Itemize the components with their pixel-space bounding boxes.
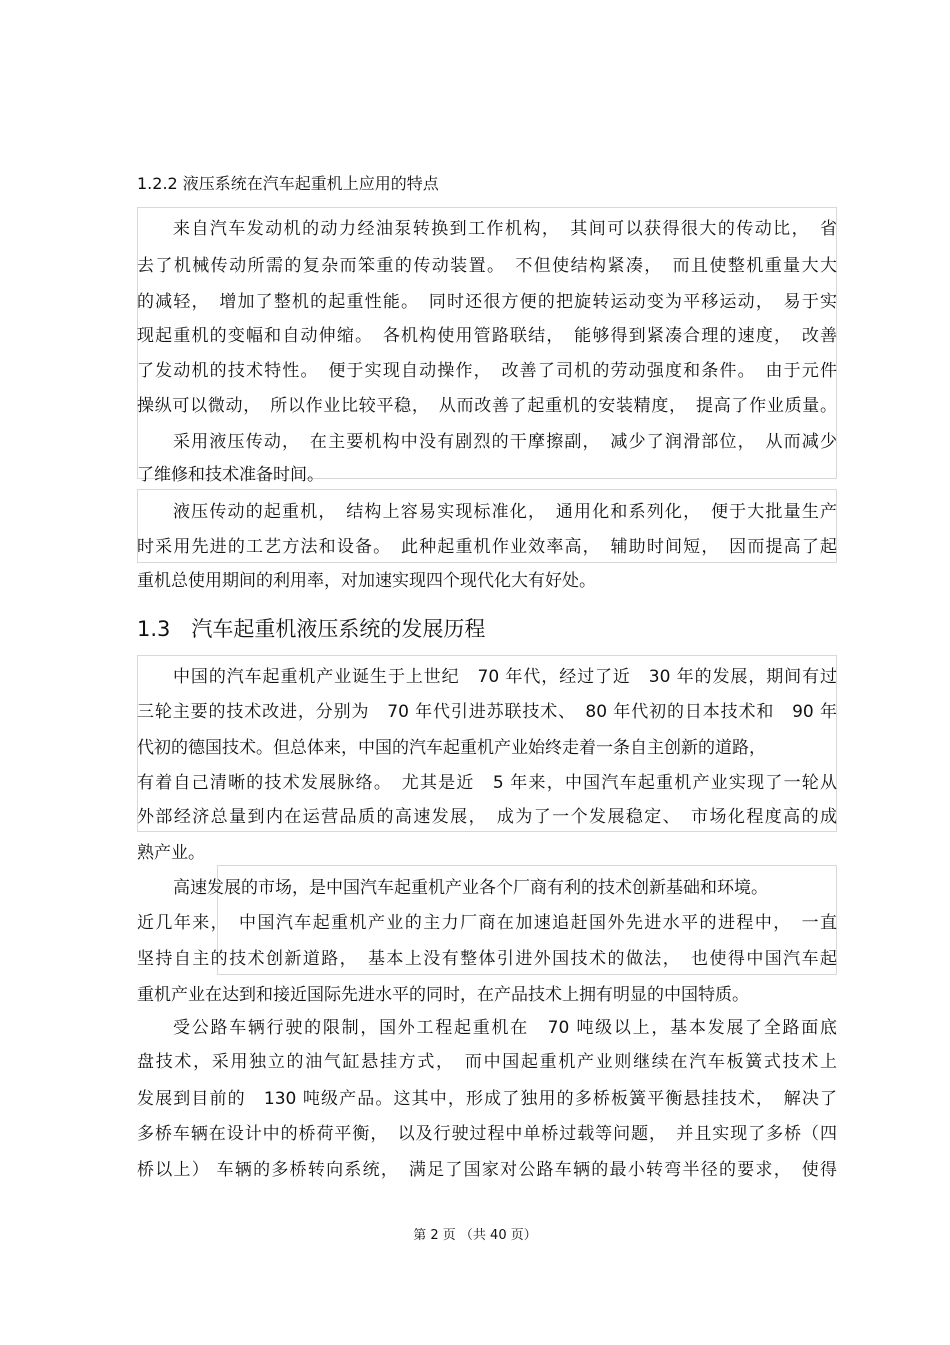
text-line: 多桥车辆在设计中的桥荷平衡， 以及行驶过程中单桥过载等问题， 并且实现了多桥（四 — [137, 1124, 837, 1144]
text-line: 液压传动的起重机， 结构上容易实现标准化， 通用化和系列化， 便于大批量生产 — [173, 502, 837, 522]
page-footer: 第 2 页 （共 40 页） — [413, 1228, 537, 1243]
text-line: 坚持自主的技术创新道路， 基本上没有整体引进外国技术的做法， 也使得中国汽车起 — [137, 949, 837, 969]
section-heading-1-2-2: 1.2.2 液压系统在汽车起重机上应用的特点 — [137, 174, 439, 193]
text-line: 了维修和技术准备时间。 — [137, 465, 324, 485]
text-line: 有着自己清晰的技术发展脉络。 尤其是近 5 年来，中国汽车起重机产业实现了一轮从 — [137, 773, 837, 793]
text-line: 现起重机的变幅和自动伸缩。 各机构使用管路联结， 能够得到紧凑合理的速度， 改善 — [137, 326, 837, 346]
text-line: 代初的德国技术。但总体来，中国的汽车起重机产业始终走着一条自主创新的道路， — [137, 738, 766, 758]
text-line: 熟产业。 — [137, 843, 205, 863]
text-line: 来自汽车发动机的动力经油泵转换到工作机构， 其间可以获得很大的传动比， 省 — [173, 219, 837, 239]
text-line: 操纵可以微动， 所以作业比较平稳， 从而改善了起重机的安装精度， 提高了作业质量。 — [137, 396, 837, 416]
text-line: 三轮主要的技术改进，分别为 70 年代引进苏联技术、 80 年代初的日本技术和 90 年 — [137, 702, 837, 722]
text-line: 外部经济总量到内在运营品质的高速发展， 成为了一个发展稳定、 市场化程度高的成 — [137, 807, 837, 827]
text-line: 采用液压传动， 在主要机构中没有剧烈的干摩擦副， 减少了润滑部位， 从而减少 — [173, 432, 837, 452]
text-line: 受公路车辆行驶的限制，国外工程起重机在 70 吨级以上，基本发展了全路面底 — [173, 1018, 837, 1038]
section-heading-1-3: 1.3 汽车起重机液压系统的发展历程 — [137, 617, 486, 641]
text-line: 发展到目前的 130 吨级产品。这其中，形成了独用的多桥板簧平衡悬挂技术， 解决了 — [137, 1089, 837, 1109]
text-line: 盘技术，采用独立的油气缸悬挂方式， 而中国起重机产业则继续在汽车板簧式技术上 — [137, 1052, 837, 1072]
text-line: 时采用先进的工艺方法和设备。 此种起重机作业效率高， 辅助时间短， 因而提高了起 — [137, 537, 837, 557]
text-line: 高速发展的市场，是中国汽车起重机产业各个厂商有利的技术创新基础和环境。 — [173, 878, 768, 898]
text-line: 重机总使用期间的利用率，对加速实现四个现代化大有好处。 — [137, 571, 596, 591]
text-line: 去了机械传动所需的复杂而笨重的传动装置。 不但使结构紧凑， 而且使整机重量大大 — [137, 256, 837, 276]
text-line: 桥以上） 车辆的多桥转向系统， 满足了国家对公路车辆的最小转弯半径的要求， 使得 — [137, 1160, 837, 1180]
text-line: 重机产业在达到和接近国际先进水平的同时，在产品技术上拥有明显的中国特质。 — [137, 985, 749, 1005]
text-line: 的减轻， 增加了整机的起重性能。 同时还很方便的把旋转运动变为平移运动， 易于实 — [137, 292, 837, 312]
text-line: 了发动机的技术特性。 便于实现自动操作， 改善了司机的劳动强度和条件。 由于元件 — [137, 361, 837, 381]
text-line: 中国的汽车起重机产业诞生于上世纪 70 年代，经过了近 30 年的发展，期间有过 — [173, 667, 837, 687]
text-line: 近几年来， 中国汽车起重机产业的主力厂商在加速追赶国外先进水平的进程中， 一直 — [137, 913, 837, 933]
